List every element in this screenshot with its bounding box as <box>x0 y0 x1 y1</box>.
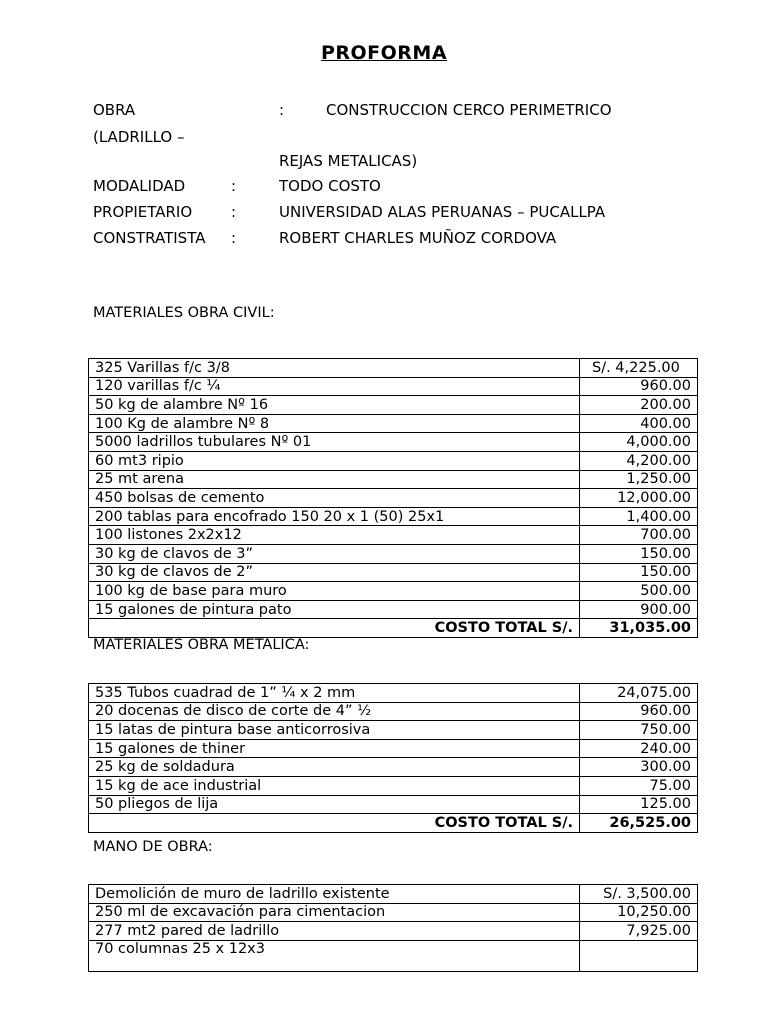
item-description: 250 ml de excavación para cimentacion <box>89 903 580 922</box>
table-row <box>89 702 698 721</box>
table-row <box>89 758 698 777</box>
obra-continuation-right: REJAS METALICAS) <box>279 152 418 170</box>
item-amount: 4,200.00 <box>580 451 698 470</box>
item-amount: S/. 4,225.00 <box>580 359 698 378</box>
contratista-colon: : <box>231 229 237 247</box>
item-description: 450 bolsas de cemento <box>89 489 580 508</box>
item-description: 50 pliegos de lija <box>89 795 580 814</box>
item-amount: 4,000.00 <box>580 433 698 452</box>
modalidad-value: TODO COSTO <box>279 177 381 195</box>
table-row <box>89 414 698 433</box>
item-description: 15 galones de thiner <box>89 739 580 758</box>
total-amount: 31,035.00 <box>580 619 698 638</box>
table-row <box>89 544 698 563</box>
modalidad-colon: : <box>231 177 237 195</box>
document-title: PROFORMA <box>320 42 448 64</box>
table-row <box>89 507 698 526</box>
propietario-label: PROPIETARIO <box>93 203 193 221</box>
item-amount: 240.00 <box>580 739 698 758</box>
item-description: 50 kg de alambre Nº 16 <box>89 396 580 415</box>
obra-colon: : <box>279 101 285 119</box>
item-description: 5000 ladrillos tubulares Nº 01 <box>89 433 580 452</box>
item-description: 535 Tubos cuadrad de 1” ¼ x 2 mm <box>89 684 580 703</box>
item-description: 30 kg de clavos de 3” <box>89 544 580 563</box>
item-description: 200 tablas para encofrado 150 20 x 1 (50) 25x1 <box>89 507 580 526</box>
civil-materials-heading: MATERIALES OBRA CIVIL: <box>93 305 275 321</box>
table-row <box>89 739 698 758</box>
obra-value: CONSTRUCCION CERCO PERIMETRICO <box>326 101 612 119</box>
table-row <box>89 721 698 740</box>
item-amount: 200.00 <box>580 396 698 415</box>
table-row <box>89 885 698 904</box>
table-row <box>89 940 698 971</box>
item-amount: 300.00 <box>580 758 698 777</box>
item-description: 100 Kg de alambre Nº 8 <box>89 414 580 433</box>
item-description: 120 varillas f/c ¼ <box>89 377 580 396</box>
item-description: 25 mt arena <box>89 470 580 489</box>
item-description: 15 galones de pintura pato <box>89 600 580 619</box>
item-description: 15 kg de ace industrial <box>89 776 580 795</box>
item-amount: 500.00 <box>580 582 698 601</box>
item-description: 20 docenas de disco de corte de 4” ½ <box>89 702 580 721</box>
item-amount: 750.00 <box>580 721 698 740</box>
item-amount: 150.00 <box>580 544 698 563</box>
item-description: 325 Varillas f/c 3/8 <box>89 359 580 378</box>
item-amount: 1,250.00 <box>580 470 698 489</box>
item-amount: S/. 3,500.00 <box>580 885 698 904</box>
item-amount: 960.00 <box>580 377 698 396</box>
total-label: COSTO TOTAL S/. <box>89 814 580 833</box>
table-row <box>89 795 698 814</box>
table-row <box>89 489 698 508</box>
propietario-value: UNIVERSIDAD ALAS PERUANAS – PUCALLPA <box>279 203 606 221</box>
table-row <box>89 526 698 545</box>
table-row <box>89 451 698 470</box>
item-amount <box>580 940 698 971</box>
item-amount: 24,075.00 <box>580 684 698 703</box>
item-description: Demolición de muro de ladrillo existente <box>89 885 580 904</box>
modalidad-label: MODALIDAD <box>93 177 186 195</box>
labor-table <box>88 884 698 972</box>
total-row <box>89 619 698 638</box>
total-amount: 26,525.00 <box>580 814 698 833</box>
item-amount: 10,250.00 <box>580 903 698 922</box>
item-amount: 900.00 <box>580 600 698 619</box>
item-amount: 12,000.00 <box>580 489 698 508</box>
table-row <box>89 582 698 601</box>
item-amount: 7,925.00 <box>580 922 698 941</box>
item-amount: 75.00 <box>580 776 698 795</box>
table-row <box>89 922 698 941</box>
item-description: 30 kg de clavos de 2” <box>89 563 580 582</box>
obra-label: OBRA <box>93 101 136 119</box>
item-amount: 125.00 <box>580 795 698 814</box>
item-description: 25 kg de soldadura <box>89 758 580 777</box>
item-description: 100 listones 2x2x12 <box>89 526 580 545</box>
item-amount: 700.00 <box>580 526 698 545</box>
table-row <box>89 563 698 582</box>
metal-materials-heading: MATERIALES OBRA METALICA: <box>93 637 310 653</box>
table-row <box>89 377 698 396</box>
contratista-value: ROBERT CHARLES MUÑOZ CORDOVA <box>279 229 557 247</box>
table-row <box>89 776 698 795</box>
total-row <box>89 814 698 833</box>
total-label: COSTO TOTAL S/. <box>89 619 580 638</box>
metal-materials-table <box>88 683 698 833</box>
item-description: 60 mt3 ripio <box>89 451 580 470</box>
item-amount: 1,400.00 <box>580 507 698 526</box>
table-row <box>89 903 698 922</box>
table-row <box>89 396 698 415</box>
propietario-colon: : <box>231 203 237 221</box>
table-row <box>89 433 698 452</box>
item-amount: 400.00 <box>580 414 698 433</box>
obra-continuation-left: (LADRILLO – <box>93 128 185 146</box>
item-description: 277 mt2 pared de ladrillo <box>89 922 580 941</box>
table-row <box>89 359 698 378</box>
civil-materials-table <box>88 358 698 638</box>
contratista-label: CONSTRATISTA <box>93 229 206 247</box>
item-amount: 150.00 <box>580 563 698 582</box>
table-row <box>89 600 698 619</box>
item-description: 15 latas de pintura base anticorrosiva <box>89 721 580 740</box>
item-description: 70 columnas 25 x 12x3 <box>89 940 580 971</box>
labor-heading: MANO DE OBRA: <box>93 839 213 855</box>
table-row <box>89 684 698 703</box>
item-description: 100 kg de base para muro <box>89 582 580 601</box>
item-amount: 960.00 <box>580 702 698 721</box>
table-row <box>89 470 698 489</box>
